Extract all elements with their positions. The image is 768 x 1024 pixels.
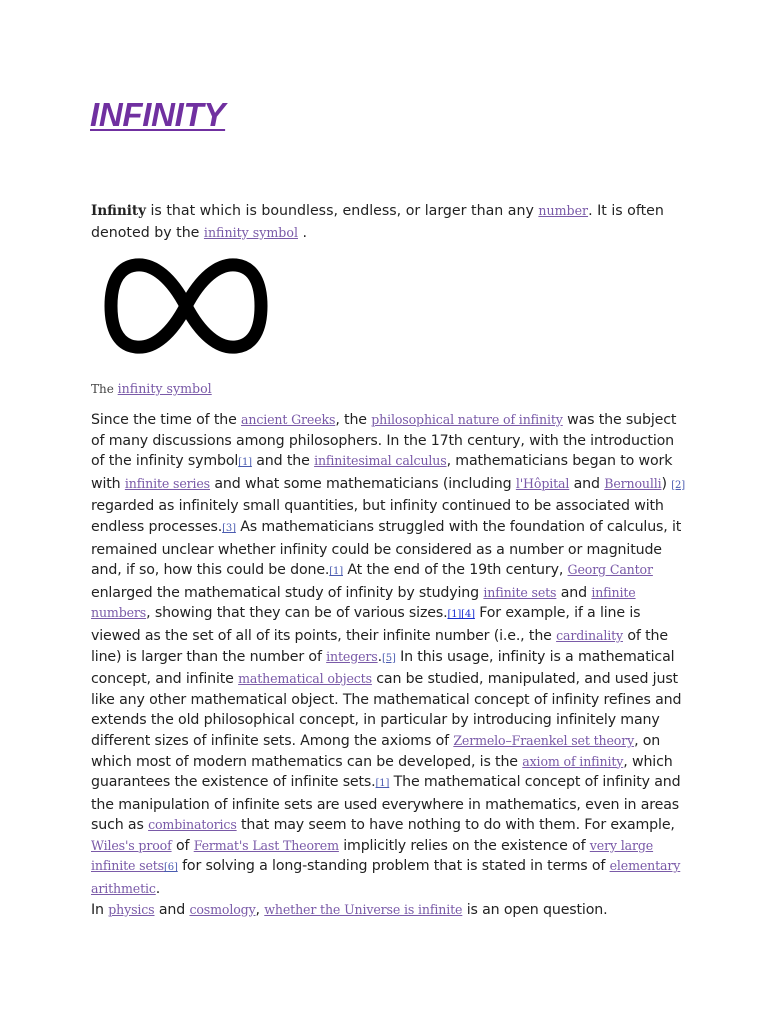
link-mathematical-objects[interactable]: mathematical objects — [238, 671, 372, 687]
link-zermelo-fraenkel[interactable]: Zermelo–Fraenkel set theory — [453, 732, 635, 748]
intro-term: Infinity — [91, 203, 146, 219]
link-integers[interactable]: integers — [326, 648, 378, 664]
caption-prefix: The — [91, 382, 118, 396]
body-text: was the subject of many discussions among philosophers. In the 17th century, with the introduction of the infinity symbol — [91, 412, 677, 470]
ref-1[interactable]: [1] — [238, 457, 252, 469]
link-infinity-symbol[interactable]: infinity symbol — [203, 225, 298, 240]
link-infinite-sets[interactable]: infinite sets — [483, 584, 557, 600]
body-text: The mathematical concept of infinity and the manipulation of infinite sets are used everywhere in mathematics, even in areas such as — [91, 774, 681, 834]
caption-link-infinity-symbol[interactable]: infinity symbol — [117, 381, 212, 396]
body-text: , mathematicians began to work with — [91, 453, 673, 492]
link-elementary-arithmetic[interactable]: elementary arithmetic — [91, 858, 681, 897]
infinity-symbol-icon — [104, 252, 268, 360]
link-universe-infinite[interactable]: whether the Universe is infinite — [264, 901, 463, 917]
ref-2[interactable]: [2] — [671, 479, 685, 491]
ref-5[interactable]: [5] — [381, 652, 396, 664]
body-text: , showing that they can be of various sizes. — [146, 605, 448, 622]
link-georg-cantor[interactable]: Georg Cantor — [567, 562, 653, 578]
body-text: implicitly relies on the existence of — [338, 837, 590, 854]
body-text: ) — [661, 475, 672, 492]
body-text: is an open question. — [462, 901, 608, 918]
link-ancient-greeks[interactable]: ancient Greeks — [241, 412, 336, 427]
page-title: INFINITY — [90, 96, 226, 133]
intro-text-3: . — [297, 225, 308, 241]
ref-3[interactable]: [3] — [222, 522, 236, 534]
body-text: In this usage, infinity is a mathematical concept, and infinite — [91, 648, 675, 688]
intro-paragraph — [91, 200, 691, 244]
body-text: that may seem to have nothing to do with them. For example, — [236, 817, 675, 834]
body-text: and — [569, 475, 605, 492]
intro-text-1: is that which is boundless, endless, or larger than any — [145, 203, 539, 219]
intro-text-2: . It is often denoted by the — [91, 203, 664, 241]
ref-1[interactable]: [1] — [329, 566, 343, 578]
link-physics[interactable]: physics — [108, 901, 155, 917]
body-text: At the end of the 19th century, — [343, 562, 568, 579]
body-text: , — [255, 901, 265, 918]
body-text: enlarged the mathematical study of infinity by studying — [91, 584, 484, 601]
figure-caption — [91, 381, 212, 396]
body-text: , the — [335, 412, 372, 428]
body-text: and what some mathematicians (including — [210, 475, 516, 492]
body-text: , which guarantees the existence of infinite sets. — [91, 753, 673, 791]
body-text: , on which most of modern mathematics can be developed, is the — [91, 732, 661, 770]
body-text: can be studied, manipulated, and used just like any other mathematical object. The mathematical concept of infinity refines and extends the old philosophical concept, in particular by introducing infinitely many different sizes of infinite sets. Among the axioms of — [91, 671, 682, 749]
ref-1-4[interactable]: [1][4] — [447, 609, 475, 621]
body-text: and — [154, 901, 190, 918]
link-infinite-series[interactable]: infinite series — [124, 475, 210, 491]
link-combinatorics[interactable]: combinatorics — [148, 817, 237, 833]
body-text: regarded as infinitely small quantities, but infinity continued to be associated with endless processes. — [91, 498, 664, 535]
link-fermats-last-theorem[interactable]: Fermat's Last Theorem — [193, 837, 339, 853]
body-text: of — [171, 837, 194, 854]
link-infinitesimal-calculus[interactable]: infinitesimal calculus — [314, 453, 447, 469]
body-text: and the — [251, 453, 315, 470]
body-text: . — [377, 648, 382, 665]
ref-1[interactable]: [1] — [375, 778, 390, 790]
body-text: Since the time of the — [91, 412, 242, 428]
body-text: . — [155, 881, 161, 898]
body-text: In — [91, 901, 109, 918]
link-very-large-infinite-sets[interactable]: very large infinite sets — [91, 837, 654, 874]
body-text: of the line) is larger than the number of — [91, 627, 668, 665]
body-text: For example, if a line is viewed as the set of all of its points, their infinite number (i.e., the — [91, 605, 641, 644]
link-infinite-numbers[interactable]: infinite numbers — [91, 584, 636, 621]
link-cosmology[interactable]: cosmology — [189, 901, 256, 917]
link-lhopital[interactable]: l'Hôpital — [515, 475, 570, 491]
ref-6[interactable]: [6] — [163, 862, 178, 874]
link-wiles-proof[interactable]: Wiles's proof — [91, 837, 172, 853]
link-number[interactable]: number — [538, 203, 589, 218]
link-axiom-of-infinity[interactable]: axiom of infinity — [522, 753, 624, 769]
body-text: and — [556, 584, 592, 601]
body-text: As mathematicians struggled with the foundation of calculus, it remained unclear whether infinity could be considered as a number or magnitude and, if so, how this could be done. — [91, 518, 682, 579]
body-paragraph — [91, 410, 687, 920]
body-text: for solving a long-standing problem that is stated in terms of — [177, 858, 610, 875]
link-cardinality[interactable]: cardinality — [556, 627, 623, 643]
link-bernoulli[interactable]: Bernoulli — [604, 475, 662, 491]
link-philosophical-nature[interactable]: philosophical nature of infinity — [371, 412, 563, 427]
